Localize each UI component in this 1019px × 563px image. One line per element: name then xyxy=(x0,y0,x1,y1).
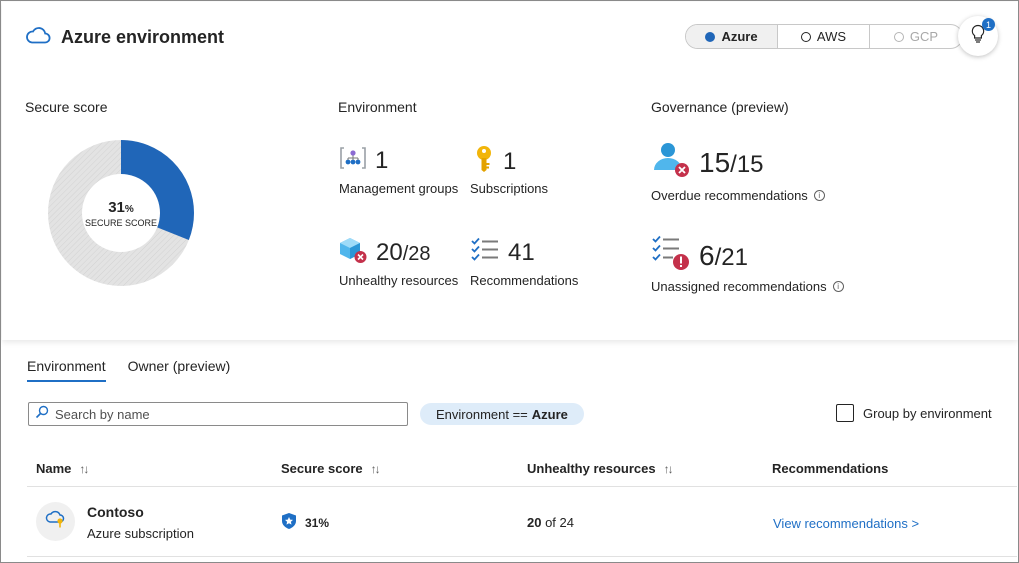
row-secure-score xyxy=(281,512,329,533)
column-header-secure-score-label: Secure score xyxy=(281,461,363,476)
management-groups-count: 1 xyxy=(375,146,389,174)
view-recommendations-link[interactable]: View recommendations > xyxy=(773,516,920,531)
overdue-value: 15 xyxy=(699,146,731,178)
column-header-name[interactable] xyxy=(36,461,87,476)
overview-card xyxy=(2,2,1018,340)
tab-owner[interactable]: Owner (preview) xyxy=(127,358,231,374)
info-icon[interactable]: i xyxy=(814,190,825,201)
overdue-user-icon xyxy=(651,140,691,185)
unassigned-checklist-icon xyxy=(651,234,691,277)
subscription-name[interactable]: Contoso xyxy=(87,504,144,520)
cloud-switcher xyxy=(685,24,963,49)
search-box xyxy=(28,402,408,426)
environment-heading: Environment xyxy=(338,99,417,115)
score-value xyxy=(108,199,134,216)
filter-value: Azure xyxy=(531,406,568,422)
table-divider xyxy=(27,556,1017,557)
row-unhealthy-count: 20 xyxy=(527,515,542,530)
view-tabs xyxy=(27,358,230,382)
overdue-count xyxy=(699,147,764,179)
search-input[interactable] xyxy=(55,407,395,422)
table-divider xyxy=(27,486,1017,487)
group-by-checkbox[interactable] xyxy=(836,404,854,422)
management-groups-label: Management groups xyxy=(339,181,459,196)
row-unhealthy-resources xyxy=(527,515,574,530)
subscription-key-cloud-icon xyxy=(45,509,67,534)
overdue-label xyxy=(651,188,825,203)
secure-score-donut xyxy=(48,140,194,286)
page-title: Azure environment xyxy=(61,27,225,47)
recommendations-label: Recommendations xyxy=(470,273,579,288)
management-groups-metric xyxy=(339,145,388,176)
unhealthy-resources-value: 20 xyxy=(376,238,403,266)
group-by-label: Group by environment xyxy=(863,405,992,421)
column-header-secure-score[interactable] xyxy=(281,461,379,476)
checklist-icon xyxy=(470,237,500,268)
sort-icon: ↑↓ xyxy=(370,461,379,476)
score-caption: SECURE SCORE xyxy=(84,217,157,228)
management-group-icon xyxy=(339,145,367,176)
unselected-dot-icon xyxy=(894,32,904,42)
secure-score-heading: Secure score xyxy=(25,99,108,115)
column-header-unhealthy[interactable] xyxy=(527,461,672,476)
unassigned-metric xyxy=(651,234,748,277)
unhealthy-resources-count xyxy=(376,239,431,267)
overdue-label-text: Overdue recommendations xyxy=(651,188,808,203)
subscriptions-label: Subscriptions xyxy=(470,181,549,196)
recommendations-count: 41 xyxy=(508,238,535,266)
tab-aws[interactable] xyxy=(778,25,870,48)
unselected-dot-icon xyxy=(801,32,811,42)
score-number: 31 xyxy=(108,198,125,216)
row-unhealthy-total: of 24 xyxy=(541,515,574,530)
info-icon[interactable]: i xyxy=(833,281,844,292)
subscription-type: Azure subscription xyxy=(87,526,194,541)
subscriptions-metric xyxy=(473,145,516,178)
environment-filter-pill[interactable] xyxy=(420,403,584,425)
tab-azure[interactable] xyxy=(686,25,778,48)
sort-icon: ↑↓ xyxy=(663,461,672,476)
recommendations-lightbulb-button[interactable] xyxy=(958,16,998,56)
sort-icon: ↑↓ xyxy=(79,461,88,476)
tab-gcp[interactable] xyxy=(870,25,962,48)
column-header-unhealthy-label: Unhealthy resources xyxy=(527,461,656,476)
shield-icon xyxy=(281,512,297,533)
page-header xyxy=(25,26,224,49)
unassigned-value: 6 xyxy=(699,239,715,271)
row-secure-score-value: 31% xyxy=(305,515,330,530)
unhealthy-resources-total: /28 xyxy=(402,242,431,265)
column-header-name-label: Name xyxy=(36,461,72,476)
unassigned-total: /21 xyxy=(714,243,748,271)
tab-aws-label: AWS xyxy=(816,29,847,44)
key-icon xyxy=(473,145,495,178)
cloud-icon xyxy=(25,26,51,49)
unassigned-label xyxy=(651,279,844,294)
score-center xyxy=(48,140,194,286)
overdue-metric xyxy=(651,140,764,185)
tab-gcp-label: GCP xyxy=(909,29,939,44)
unassigned-label-text: Unassigned recommendations xyxy=(651,279,827,294)
tab-environment[interactable]: Environment xyxy=(27,358,106,382)
search-icon xyxy=(35,405,49,424)
unhealthy-resources-metric xyxy=(338,236,431,269)
selected-dot-icon xyxy=(705,32,715,42)
unhealthy-resources-label: Unhealthy resources xyxy=(339,273,459,288)
tab-azure-label: Azure xyxy=(721,29,758,44)
score-unit: % xyxy=(124,203,134,215)
subscriptions-count: 1 xyxy=(503,147,517,175)
unhealthy-cube-icon xyxy=(338,236,368,269)
group-by-environment xyxy=(836,404,992,422)
recommendations-metric xyxy=(470,237,535,268)
overdue-total: /15 xyxy=(730,150,764,178)
governance-heading: Governance (preview) xyxy=(651,99,789,115)
notification-badge: 1 xyxy=(982,18,995,31)
column-header-recommendations xyxy=(772,461,888,476)
filter-prefix: Environment == xyxy=(436,406,528,422)
column-header-recommendations-label: Recommendations xyxy=(772,461,889,476)
unassigned-count xyxy=(699,240,748,272)
subscription-avatar xyxy=(36,502,75,541)
